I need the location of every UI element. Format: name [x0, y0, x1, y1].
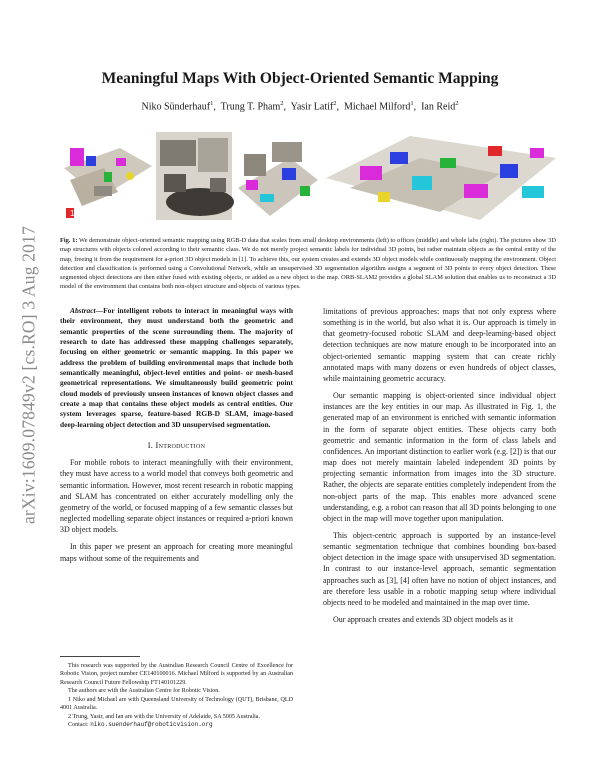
author-list: Niko Sünderhauf$^1$, Trung T. Pham$^2$, Yasir Latif$^2$, Michael Milford$^1$, Ian Reid$^2$	[141, 100, 459, 113]
figure-caption	[60, 236, 556, 292]
contact-line: Contact: niko.suenderhauf@roboticvision.org	[68, 721, 213, 729]
figure-panel-desktop	[60, 134, 152, 220]
paragraph: limitations of previous approaches: maps that not only express where something is in the world, but also what it is. Our approach is timely in that geometry-focused robotic SLAM and deep-learning-based object detection techniques are now mature enough to be incorporated into an object-oriented semantic mapping system that can create richly annotated maps with many dozens or even hundreds of object classes, while maintaining geometric accuracy.	[323, 307, 556, 383]
author: Yasir Latif	[290, 101, 334, 113]
paragraph: Our approach creates and extends 3D object models as it	[333, 615, 514, 625]
figure-panel-office-map	[234, 132, 318, 220]
figure-marker-label: 1	[70, 209, 75, 218]
paper-title: Meaningful Maps With Object-Oriented Semantic Mapping	[101, 70, 499, 87]
paragraph: In this paper we present an approach for creating more meaningful maps without some of the requirements and	[60, 542, 293, 563]
footnote: 2 Trung, Yasir, and Ian are with the University of Adelaide, SA 5005 Australia.	[68, 713, 261, 720]
footnote-rule	[60, 656, 140, 657]
caption-label: Fig. 1:	[60, 237, 78, 244]
author: Ian Reid	[421, 101, 456, 113]
author: Trung T. Pham	[220, 101, 281, 113]
footnote: The authors are with the Australian Centre for Robotic Vision.	[68, 688, 220, 695]
paragraph: Our semantic mapping is object-oriented since individual object instances are the key entities in our map. As illustrated in Fig. 1, the generated map of an environment is enriched with semantic information in the form of separate object entities. These objects carry both geometric and semantic information in the form of class labels and confidences. An important distinction to earlier work (e.g. [2]) is that our map does not merely maintain labeled independent 3D points by projecting semantic information from images into the 3D structure. Rather, the objects are separate entities completely independent from the non-object parts of the map. This enables more advanced scene understanding, e.g. a robot can reason that all 3D points belonging to one object in the map will move together upon manipulation.	[323, 391, 556, 523]
figure-panel-office-photo	[156, 132, 234, 220]
section-heading: I. Introduction	[147, 441, 206, 451]
author: Niko Sünderhauf	[141, 101, 211, 113]
right-column	[323, 306, 556, 631]
left-column	[60, 306, 293, 570]
author: Michael Milford	[343, 101, 411, 113]
contact-email[interactable]: niko.suenderhauf@roboticvision.org	[90, 721, 213, 729]
abstract: Abstract—For intelligent robots to interact in meaningful ways with their environment, they must understand both the geometric and semantic properties of the scene surrounding them. The majority of research to date has addressed these mapping challenges separately, focusing on either geometric or semantic mapping. In this paper we address the problem of building environmental maps that include both semantically meaningful, object-level entities and point- or mesh-based geometrical representations. We simultaneously build geometric point cloud models of previously unseen instances of known object classes and create a map that contains these object models as central entities. Our system leverages sparse, feature-based RGB-D SLAM, image-based deep-learning object detection and 3D unsupervised segmentation.	[60, 306, 293, 429]
arxiv-stamp: arXiv:1609.07849v2 [cs.RO] 3 Aug 2017	[18, 225, 39, 525]
figure-panel-lab-map	[322, 128, 556, 224]
caption-text: We demonstrate object-oriented semantic mapping using RGB-D data that scales from small desktop environments (left) to offices (middle) and whole labs (right). The pictures show 3D map structures with objects colored according to their semantic class. We do not merely project semantic labels for individual 3D points, but rather maintain objects as the central entity of the map, freeing it from the requirement for a-priori 3D object models in [1]. To achieve this, our system creates and extends 3D object models while continuously mapping the environment. Object detection and classification is performed using a Convolutional Network, while an unsupervised 3D segmentation algorithm assigns a segment of 3D points to every object detection. These segmented object detections are then either fused with existing objects, or added as a new object to the map. ORB-SLAM2 provides a global SLAM solution that enables us to reconstruct a 3D model of the environment that contains both non-object structure and objects of various types.	[60, 237, 556, 291]
figure-1-image	[60, 128, 556, 226]
paragraph: For mobile robots to interact meaningfully with their environment, they must have access to a world model that conveys both geometric and semantic information. However, most recent research in robotic mapping and SLAM has concentrated on either accurately modelling only the geometry of the world, or focused mapping of a few semantic classes but neglected modelling separate object instances or required a-priori known 3D object models.	[60, 458, 293, 535]
paragraph: This object-centric approach is supported by an instance-level semantic segmentation technique that combines bounding box-based object detection in the image space with unsupervised 3D segmentation. In contrast to our instance-level approach, semantic segmentation approaches such as [3], [4] often have no notion of object instances, and are therefore less usable in a robotic mapping setup where individual objects need to be modeled and maintained in the map over time.	[323, 530, 556, 607]
footnote: This research was supported by the Australian Research Council Centre of Excellence for Robotic Vision, project number CE140100016. Michael Milford is supported by an Australian Research Council Future Fellowship FT140101229.	[60, 663, 293, 686]
footnote: 1 Niko and Michael are with Queensland University of Technology (QUT), Brisbane, QLD 4001 Australia.	[60, 696, 293, 712]
footnotes	[60, 656, 293, 730]
